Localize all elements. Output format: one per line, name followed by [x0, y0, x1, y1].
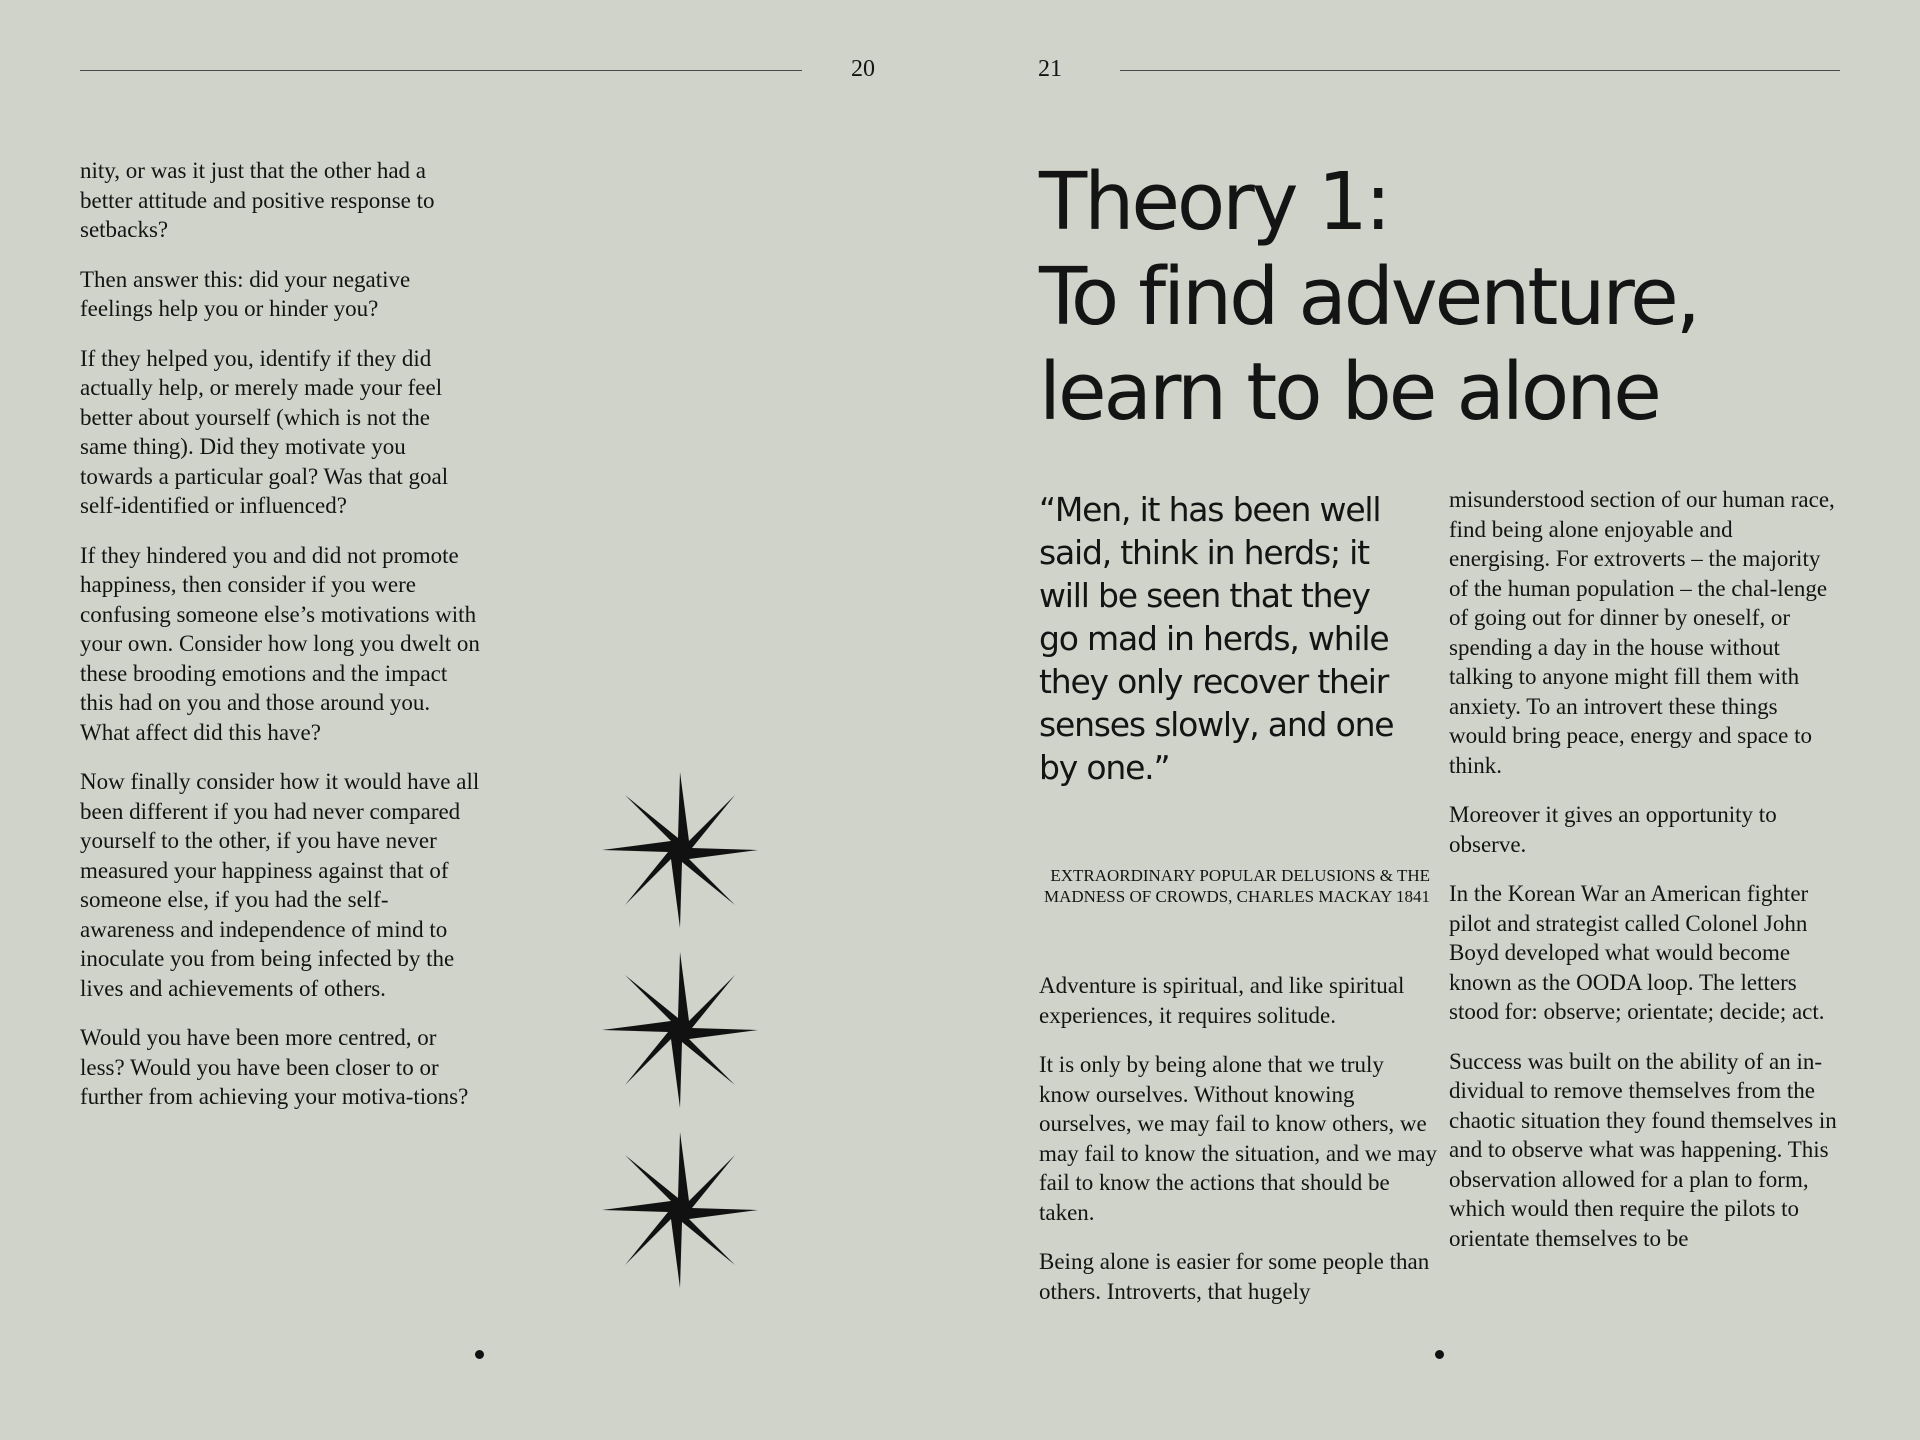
right-paragraph: Moreover it gives an opportunity to observe.	[1449, 802, 1777, 857]
quote-line: said, think in herds; it	[1039, 533, 1369, 572]
heading-line: Theory 1:	[1039, 156, 1389, 248]
quote-line: go mad in herds, while	[1039, 619, 1389, 658]
right-paragraph: It is only by being alone that we truly know ourselves. Without knowing ourselves, we may fail to know others, we may fail to know the situation, and we may fail to know the actions that should be taken.	[1039, 1052, 1437, 1225]
quote-line: “Men, it has been well	[1039, 490, 1381, 529]
eight-point-star-icon	[600, 770, 760, 930]
attribution-line: EXTRAORDINARY POPULAR DELUSIONS & THE	[1050, 866, 1430, 885]
right-header-rule	[1120, 70, 1840, 71]
right-paragraph: misunderstood section of our human race, find being alone enjoyable and energising. For extroverts – the majority of the human population – the chal-lenge of going out for dinner by oneself, or spending a day in the house without talking to anyone might fill them with anxiety. To an introvert these things would bring peace, energy and space to think.	[1449, 487, 1835, 778]
left-paragraph: Would you have been more centred, or less? Would you have been closer to or further from achieving your motiva-tions?	[80, 1025, 469, 1109]
left-paragraph: nity, or was it just that the other had a better attitude and positive response to setbacks?	[80, 158, 435, 242]
quote-line: senses slowly, and one	[1039, 705, 1394, 744]
left-paragraph: If they helped you, identify if they did actually help, or merely made your feel better about yourself (which is not the same thing). Did they motivate you towards a particular goal? Was that goal self-identified or influenced?	[80, 345, 449, 518]
left-paragraph: If they hindered you and did not promote happiness, then consider if you were confusing someone else’s motivations with your own. Consider how long you dwelt on these brooding emotions and the impact this had on you and those around you. What affect did this have?	[80, 542, 480, 745]
quote-attribution	[1040, 865, 1430, 907]
quote-line: by one.”	[1039, 748, 1170, 787]
left-header-rule	[80, 70, 802, 71]
right-page-number: 21	[1038, 56, 1062, 82]
right-paragraph: In the Korean War an American fighter pilot and strategist called Colonel John Boyd developed what would become known as the OODA loop. The letters stood for: observe; orientate; decide; act.	[1449, 881, 1825, 1024]
heading-line: learn to be alone	[1039, 346, 1659, 438]
left-body-column	[80, 156, 480, 1132]
left-page-number: 20	[851, 56, 875, 82]
eight-point-star-icon	[600, 950, 760, 1110]
pull-quote	[1039, 488, 1439, 789]
right-paragraph: Adventure is spiritual, and like spiritual experiences, it requires solitude.	[1039, 973, 1405, 1028]
quote-line: they only recover their	[1039, 662, 1389, 701]
right-page-dot	[1435, 1350, 1444, 1359]
right-body-column-2	[1449, 485, 1839, 1273]
right-paragraph: Being alone is easier for some people than others. Introverts, that hugely	[1039, 1249, 1430, 1304]
heading-line: To find adventure,	[1039, 251, 1698, 343]
right-paragraph: Success was built on the ability of an in-dividual to remove themselves from the chaotic situation they found themselves in and to observe what was happening. This observation allowed for a plan to form, which would then require the pilots to orientate themselves to be	[1449, 1048, 1837, 1251]
chapter-heading	[1039, 155, 1859, 440]
left-page-dot	[475, 1350, 484, 1359]
left-paragraph: Now finally consider how it would have all been different if you had never compared yourself to the other, if you have never measured your happiness against that of someone else, if you had the self-awareness and independence of mind to inoculate you from being infected by the lives and achievements of others.	[80, 769, 480, 1001]
left-paragraph: Then answer this: did your negative feelings help you or hinder you?	[80, 266, 411, 321]
eight-point-star-icon	[600, 1130, 760, 1290]
right-body-column-1	[1039, 971, 1439, 1326]
attribution-line: MADNESS OF CROWDS, CHARLES MACKAY 1841	[1043, 887, 1430, 906]
quote-line: will be seen that they	[1039, 576, 1370, 615]
